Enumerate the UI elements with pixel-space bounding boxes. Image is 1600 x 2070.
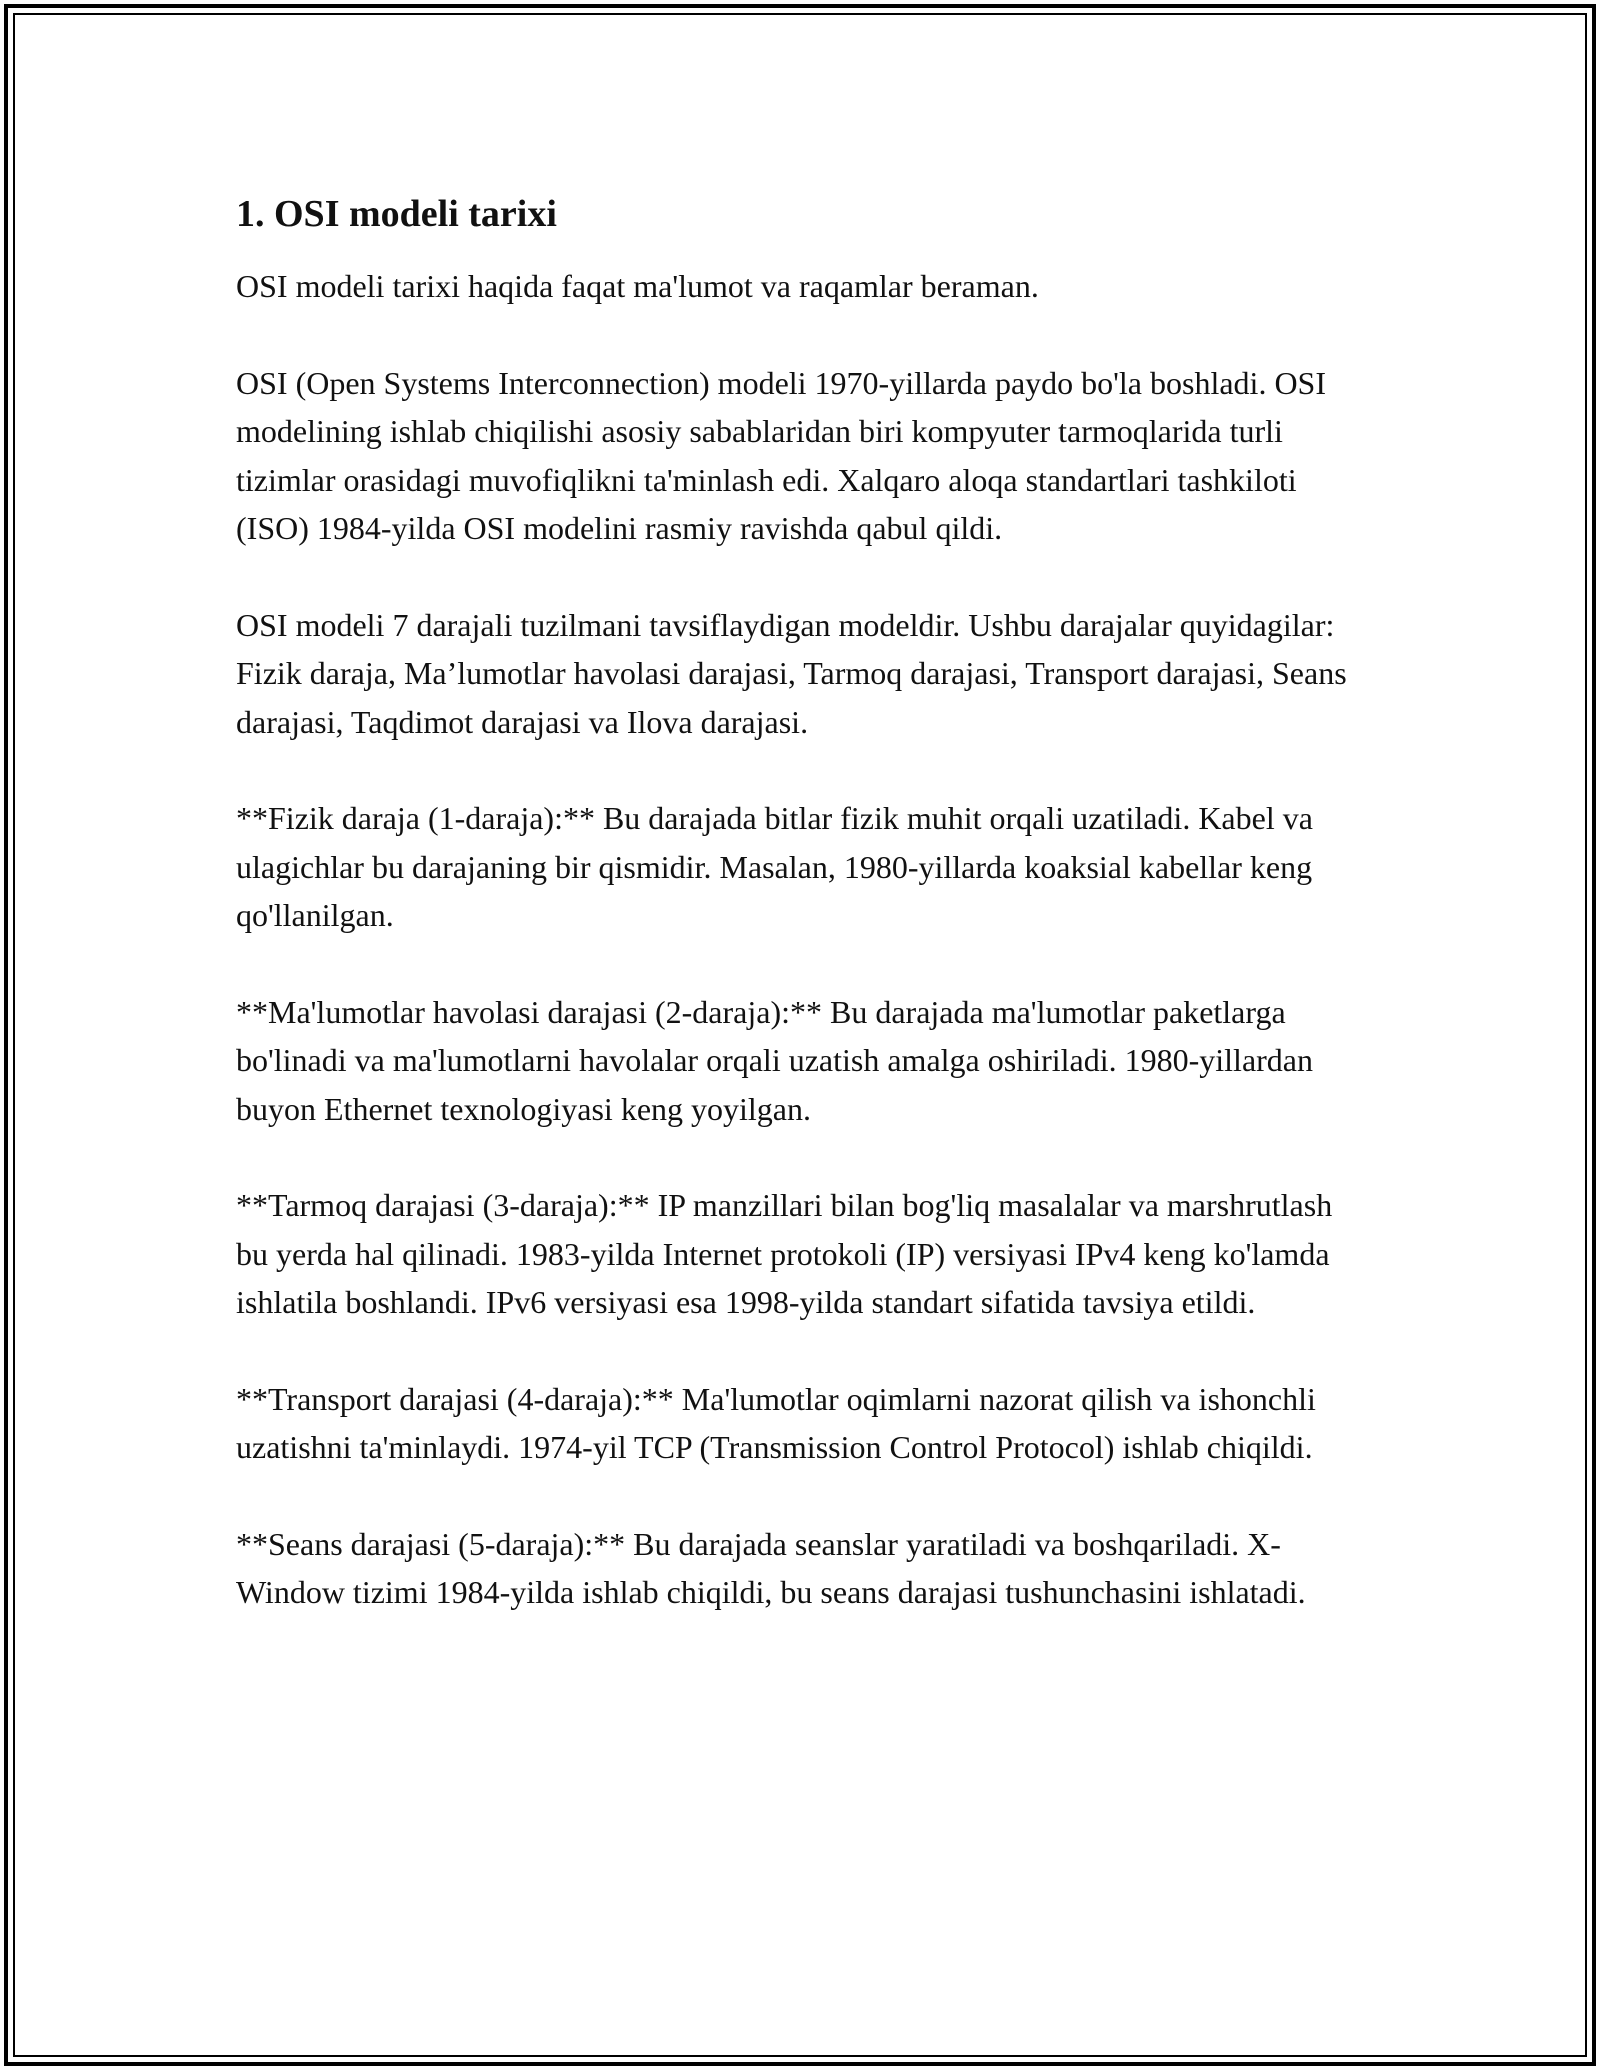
section-title: 1. OSI modeli tarixi	[236, 193, 557, 235]
paragraph-data-link-layer: **Ma'lumotlar havolasi darajasi (2-daraja):** Bu darajada ma'lumotlar paketlarga bo'linadi va ma'lumotlarni havolalar orqali uzatish amalga oshiriladi. 1980-yillardan buyon Ethernet texnologiyasi keng yoyilgan.	[236, 993, 1313, 1127]
paragraph-osi-origin: OSI (Open Systems Interconnection) modeli 1970-yillarda paydo bo'la boshladi. OSI modelining ishlab chiqilishi asosiy sabablaridan biri kompyuter tarmoqlarida turli tizimlar orasidagi muvofiqlikni ta'minlash edi. Xalqaro aloqa standartlari tashkiloti (ISO) 1984-yilda OSI modelini rasmiy ravishda qabul qildi.	[236, 364, 1326, 546]
paragraph-transport-layer: **Transport darajasi (4-daraja):** Ma'lumotlar oqimlarni nazorat qilish va ishonchli uzatishni ta'minlaydi. 1974-yil TCP (Transmission Control Protocol) ishlab chiqildi.	[236, 1380, 1316, 1465]
document-body	[236, 188, 1366, 1665]
paragraph-network-layer: **Tarmoq darajasi (3-daraja):** IP manzillari bilan bog'liq masalalar va marshrutlash bu yerda hal qilinadi. 1983-yilda Internet protokoli (IP) versiyasi IPv4 keng ko'lamda ishlatila boshlandi. IPv6 versiyasi esa 1998-yilda standart sifatida tavsiya etildi.	[236, 1187, 1333, 1320]
paragraph-osi-layers: OSI modeli 7 darajali tuzilmani tavsiflaydigan modeldir. Ushbu darajalar quyidagilar: Fizik daraja, Ma’lumotlar havolasi darajasi, Tarmoq darajasi, Transport darajasi, Seans darajasi, Taqdimot darajasi va Ilova darajasi.	[236, 606, 1347, 740]
paragraph-physical-layer: **Fizik daraja (1-daraja):** Bu darajada bitlar fizik muhit orqali uzatiladi. Kabel va ulagichlar bu darajaning bir qismidir. Masalan, 1980-yillarda koaksial kabellar keng qo'llanilgan.	[236, 800, 1313, 933]
paragraph-intro: OSI modeli tarixi haqida faqat ma'lumot va raqamlar beraman.	[236, 268, 1039, 304]
paragraph-session-layer: **Seans darajasi (5-daraja):** Bu darajada seanslar yaratiladi va boshqariladi. X-Window tizimi 1984-yilda ishlab chiqildi, bu seans darajasi tushunchasini ishlatadi.	[236, 1525, 1306, 1610]
